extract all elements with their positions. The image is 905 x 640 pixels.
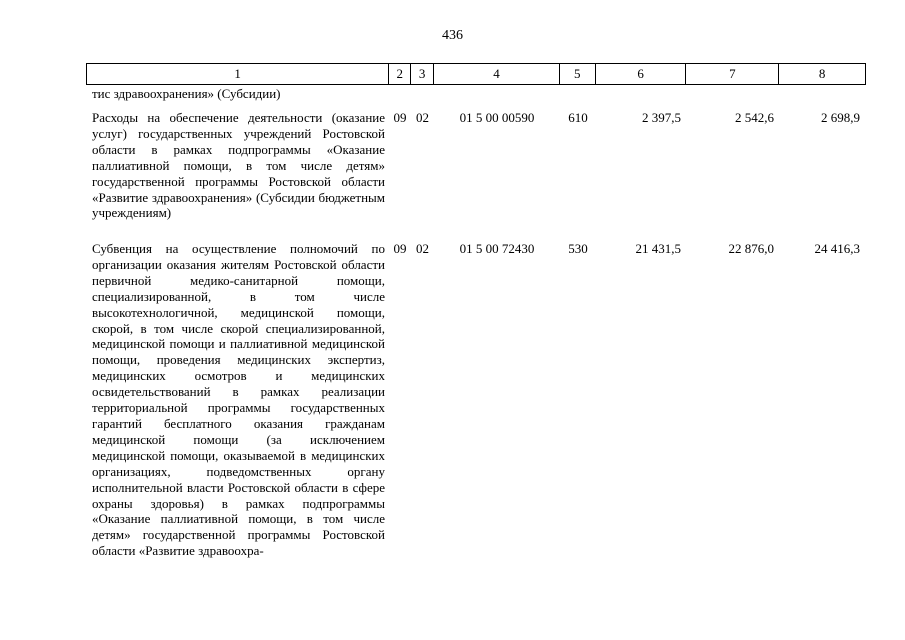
table-row	[86, 110, 866, 221]
row-description: Субвенция на осуществление полномочий по организации оказания жителям Ростовской области первичной медико-санитарной помощи, специализированной, в том числе высокотехнологичной, медицинской помощи, скорой, в том числе скорой специализированной, медицинской помощи и паллиативной медицинской помощи, проведения медицинских экспертиз, медицинских осмотров и медицинских освидетельствований в рамках реализации территориальной программы государственных гарантий бесплатного оказания гражданам медицинской помощи (за исключением медицинской помощи, оказываемой в медицинских организациях, подведомственных органу исполнительной власти Ростовской области в сфере охраны здоровья) в рамках подпрограммы «Оказание паллиативной помощи, в том числе детям» государственной программы Ростовской области «Развитие здравоохра-	[92, 241, 385, 559]
header-col-4: 4	[434, 64, 560, 84]
row-vr: 610	[568, 110, 588, 125]
row-year3: 2 698,9	[821, 110, 860, 125]
row-year3: 24 416,3	[814, 241, 860, 256]
page-number: 436	[442, 28, 463, 43]
header-col-3: 3	[411, 64, 434, 84]
row-description: тис здравоохранения» (Субсидии)	[92, 86, 281, 101]
row-vr: 530	[568, 241, 588, 256]
row-description: Расходы на обеспечение деятельности (оказание услуг) государственных учреждений Ростовской области в рамках подпрограммы «Оказание паллиативной помощи, в том числе детям» государственной программы Ростовской области «Развитие здравоохранения» (Субсидии бюджетным учреждениям)	[92, 110, 385, 221]
header-col-8: 8	[818, 66, 826, 81]
row-year1: 21 431,5	[635, 241, 681, 256]
table-row	[86, 86, 866, 102]
header-col-5: 5	[560, 64, 596, 84]
table-row	[86, 241, 866, 559]
row-rz: 09	[393, 110, 407, 125]
header-col-1: 1	[87, 64, 389, 84]
row-rz: 09	[393, 241, 407, 256]
row-pr: 02	[416, 241, 429, 256]
header-col-6: 6	[596, 64, 687, 84]
row-csr: 01 5 00 72430	[459, 241, 535, 256]
row-year2: 2 542,6	[735, 110, 774, 125]
row-year2: 22 876,0	[728, 241, 774, 256]
table-header	[86, 63, 866, 85]
row-csr: 01 5 00 00590	[459, 110, 535, 125]
row-year1: 2 397,5	[642, 110, 681, 125]
header-col-2: 2	[389, 64, 411, 84]
header-col-7: 7	[686, 64, 779, 84]
row-pr: 02	[416, 110, 429, 125]
